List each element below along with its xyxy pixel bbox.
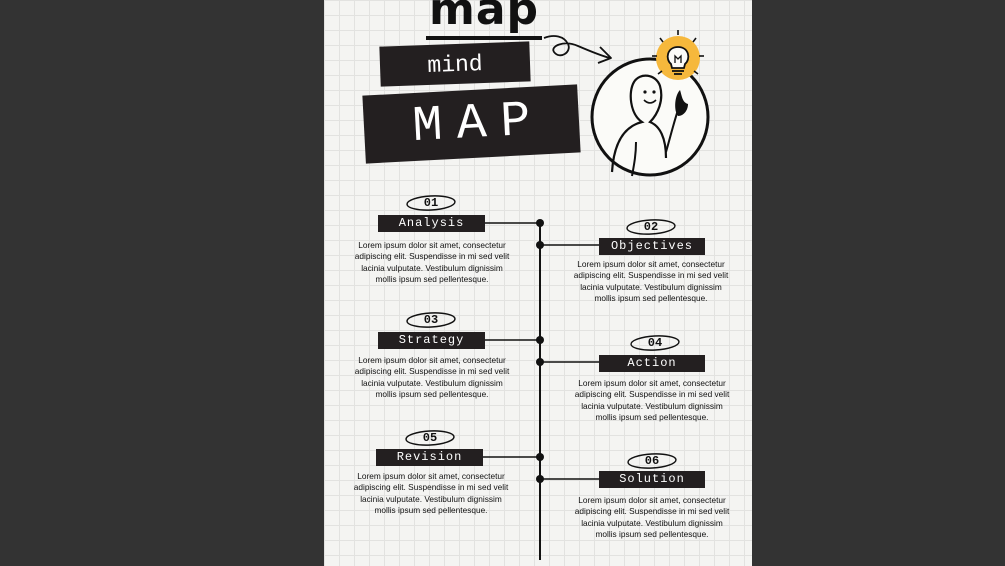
item-title-solution: Solution	[599, 471, 705, 488]
item-title-analysis: Analysis	[378, 215, 485, 232]
mind-tag-label: mind	[426, 51, 484, 79]
item-number-01: 01	[423, 196, 439, 210]
item-text-analysis: Lorem ipsum dolor sit amet, consectetur adipiscing elit. Suspendisse in mi sed velit lacinia vulputate. Vestibulum dignissim mollis ipsum sed pellentesque.	[354, 240, 510, 285]
item-text-solution: Lorem ipsum dolor sit amet, consectetur adipiscing elit. Suspendisse in mi sed velit lacinia vulputate. Vestibulum dignissim mollis ipsum sed pellentesque.	[574, 495, 730, 540]
item-text-objectives: Lorem ipsum dolor sit amet, consectetur adipiscing elit. Suspendisse in mi sed velit lacinia vulputate. Vestibulum dignissim mollis ipsum sed pellentesque.	[573, 259, 729, 304]
item-number-03: 03	[423, 313, 439, 327]
mind-map-page	[324, 0, 752, 566]
mind-tag	[379, 41, 530, 86]
map-tag	[362, 84, 580, 163]
item-title-strategy: Strategy	[378, 332, 485, 349]
item-number-02: 02	[643, 220, 659, 234]
item-title-revision: Revision	[376, 449, 483, 466]
item-title-objectives: Objectives	[599, 238, 705, 255]
item-number-06: 06	[644, 454, 660, 468]
item-number-05: 05	[422, 431, 438, 445]
item-number-04: 04	[647, 336, 663, 350]
item-text-action: Lorem ipsum dolor sit amet, consectetur adipiscing elit. Suspendisse in mi sed velit lacinia vulputate. Vestibulum dignissim mollis ipsum sed pellentesque.	[574, 378, 730, 423]
title-underline	[426, 36, 542, 40]
item-text-strategy: Lorem ipsum dolor sit amet, consectetur adipiscing elit. Suspendisse in mi sed velit lacinia vulputate. Vestibulum dignissim mollis ipsum sed pellentesque.	[354, 355, 510, 400]
map-tag-label: MAP	[411, 92, 546, 157]
item-text-revision: Lorem ipsum dolor sit amet, consectetur adipiscing elit. Suspendisse in mi sed velit lacinia vulputate. Vestibulum dignissim mollis ipsum sed pellentesque.	[353, 471, 509, 516]
top-title-word: map	[428, 0, 540, 35]
lightbulb-icon	[652, 30, 704, 80]
person-portrait-icon	[590, 30, 715, 185]
item-title-action: Action	[599, 355, 705, 372]
